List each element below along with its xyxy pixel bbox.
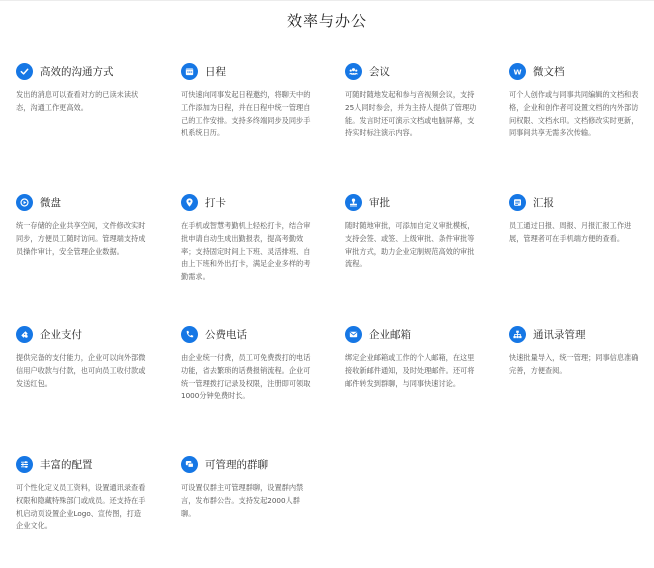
feature-description: 随时随地审批，可添加自定义审批模板，支持会签、或签、上级审批、条件审批等审批方式，助力企业定制规范高效的审批流程。 <box>345 221 475 269</box>
feature-item <box>16 325 148 390</box>
feature-title: 会议 <box>369 65 390 78</box>
check-icon <box>16 63 33 80</box>
feature-title: 通讯录管理 <box>533 328 586 341</box>
feature-item <box>16 455 148 533</box>
feature-header <box>16 325 148 343</box>
feature-item <box>345 62 477 140</box>
mail-icon <box>345 326 362 343</box>
feature-header <box>181 62 313 80</box>
feature-header <box>181 193 313 211</box>
word-doc-icon <box>509 63 526 80</box>
feature-header <box>345 325 477 343</box>
feature-header <box>16 62 148 80</box>
feature-item <box>509 62 641 140</box>
feature-description: 提供完备的支付能力，企业可以向外部微信用户收款与付款，也可向员工收付款或发送红包。 <box>16 353 146 388</box>
feature-item <box>16 193 148 258</box>
feature-description: 发出的消息可以查看对方的已读未读状态，沟通工作更高效。 <box>16 90 139 112</box>
feature-description: 由企业统一付费，员工可免费拨打的电话功能，省去繁琐的话费报销流程。企业可统一管理拨打记录及权限，注册即可领取1000分钟免费时长。 <box>181 353 311 401</box>
feature-header <box>16 455 148 473</box>
calendar-icon <box>181 63 198 80</box>
feature-description: 可快速向同事发起日程邀约，将聊天中的工作添加为日程，并在日程中统一管理自己的工作安排。支持多终端同步及同步手机系统日历。 <box>181 90 311 138</box>
phone-icon <box>181 326 198 343</box>
feature-title: 企业支付 <box>40 328 82 341</box>
feature-description: 快速批量导入，统一管理；同事信息准确完善，方便查阅。 <box>509 353 639 375</box>
feature-description: 员工通过日报、周报、月报汇报工作进展，管理者可在手机端方便的查看。 <box>509 221 632 243</box>
feature-title: 日程 <box>205 65 226 78</box>
feature-description: 统一存储的企业共享空间，文件修改实时同步，方便员工随时访问。管理端支持成员操作审计，安全管理企业数据。 <box>16 221 146 256</box>
org-chart-icon <box>509 326 526 343</box>
cloud-disk-icon <box>16 194 33 211</box>
feature-header <box>345 193 477 211</box>
location-pin-icon <box>181 194 198 211</box>
feature-title: 高效的沟通方式 <box>40 65 114 78</box>
feature-title: 打卡 <box>205 196 226 209</box>
feature-title: 汇报 <box>533 196 554 209</box>
people-icon <box>345 63 362 80</box>
sliders-icon <box>16 456 33 473</box>
feature-description: 可个人创作或与同事共同编辑的文档和表格，企业和创作者可设置文档的内外部访问权限、文档水印。文档修改实时更新，同事间共享无需多次传输。 <box>509 90 639 138</box>
feature-item <box>181 325 313 403</box>
feature-title: 丰富的配置 <box>40 458 93 471</box>
wallet-icon <box>16 326 33 343</box>
svg-text:W: W <box>513 66 522 76</box>
feature-header <box>509 62 641 80</box>
feature-description: 可设置仅群主可管理群聊，设置群内禁言，发布群公告。支持发起2000人群聊。 <box>181 483 304 518</box>
feature-title: 可管理的群聊 <box>205 458 268 471</box>
feature-header <box>345 62 477 80</box>
feature-header <box>181 325 313 343</box>
feature-title: 企业邮箱 <box>369 328 411 341</box>
feature-item <box>16 62 148 115</box>
page-title: 效率与办公 <box>286 12 367 30</box>
group-chat-icon <box>181 456 198 473</box>
feature-item <box>345 193 477 271</box>
feature-title: 公费电话 <box>205 328 247 341</box>
feature-description: 可随时随地发起和参与音视频会议，支持25人同时参会，并为主持人提供了管理功能。发言时还可演示文档或电脑屏幕，支持实时标注演示内容。 <box>345 90 477 138</box>
feature-title: 微盘 <box>40 196 61 209</box>
report-icon <box>509 194 526 211</box>
feature-item <box>509 325 641 378</box>
feature-title: 审批 <box>369 196 390 209</box>
feature-description: 可个性化定义员工资料，设置通讯录查看权限和隐藏特殊部门或成员。还支持在手机启动页设置企业Logo、宣传图，打造企业文化。 <box>16 483 146 531</box>
feature-header <box>509 193 641 211</box>
feature-header <box>16 193 148 211</box>
feature-item <box>181 455 313 520</box>
feature-header <box>181 455 313 473</box>
feature-description: 绑定企业邮箱或工作的个人邮箱，在这里接收新邮件通知，及时处理邮件。还可将邮件转发到群聊，与同事快速讨论。 <box>345 353 475 388</box>
feature-title: 微文档 <box>533 65 565 78</box>
stamp-icon <box>345 194 362 211</box>
feature-item <box>509 193 641 246</box>
feature-header <box>509 325 641 343</box>
feature-item <box>181 193 313 284</box>
feature-item <box>345 325 477 390</box>
feature-item <box>181 62 313 140</box>
feature-description: 在手机或智慧考勤机上轻松打卡，结合审批申请自动生成出勤报表，提高考勤效率；支持固定时间上下班、灵活排班、自由上下班和外出打卡，满足企业多样的考勤需求。 <box>181 221 311 282</box>
